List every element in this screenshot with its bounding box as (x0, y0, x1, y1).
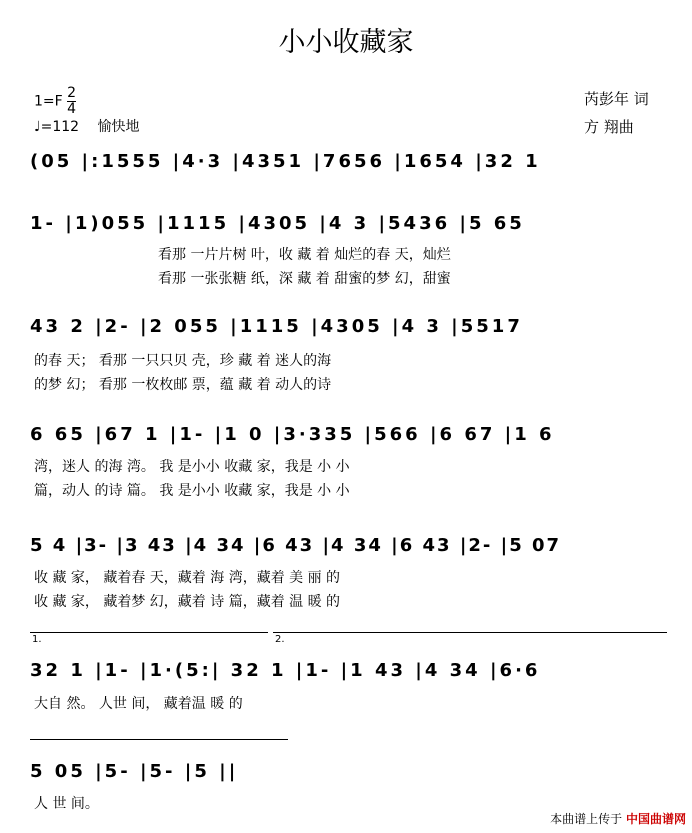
lyric-line-4a: 收 藏 家， 藏着春 天，藏着 海 湾，藏着 美 丽 的 (34, 570, 341, 586)
notation-row-7 (0, 761, 692, 791)
time-denominator: 4 (67, 101, 77, 117)
lyric-line-5: 大自 然。 人世 间， 藏着温 暖 的 (34, 696, 243, 712)
volta-2-label: 2. (275, 634, 285, 645)
notation-row-4 (0, 424, 692, 454)
composer-credit: 方 翔曲 (584, 118, 634, 136)
notation-text: 5 05 |5- |5- |5 || (30, 761, 239, 782)
volta-continuation (30, 739, 288, 740)
lyric-line-2b: 的梦 幻； 看那 一枚枚邮 票，蕴 藏 着 动人的诗 (34, 377, 332, 393)
notation-text: 1- |1)055 |1115 |4305 |4 3 |5436 |5 65 (30, 213, 525, 234)
lyric-line-2a: 的春 天； 看那 一只只贝 壳，珍 藏 着 迷人的海 (34, 353, 332, 369)
tempo-marking (34, 116, 140, 136)
volta-bracket-2 (273, 632, 667, 645)
notation-text: 32 1 |1- |1·(5:| 32 1 |1- |1 43 |4 34 |6·6 (30, 660, 541, 681)
notation-text: (05 |:1555 |4·3 |4351 |7656 |1654 |32 1 (30, 151, 541, 172)
time-numerator: 2 (67, 85, 77, 101)
lyric-line-3a: 湾，迷人 的海 湾。 我 是小小 收藏 家，我是 小 小 (34, 459, 350, 475)
song-title: 小小收藏家 (278, 27, 414, 58)
lyric-line-6: 人 世 间。 (34, 796, 99, 812)
quarter-note-icon: ♩ (34, 119, 41, 135)
notation-row-5 (0, 535, 692, 565)
watermark-site: 中国曲谱网 (625, 812, 686, 826)
notation-row-3 (0, 316, 692, 346)
lyric-line-4b: 收 藏 家， 藏着梦 幻，藏着 诗 篇，藏着 温 暖 的 (34, 594, 341, 610)
tempo-value: =112 (40, 119, 80, 135)
volta-bracket-1 (30, 632, 268, 645)
watermark (550, 810, 686, 827)
time-signature (67, 86, 76, 117)
notation-text: 6 65 |67 1 |1- |1 0 |3·335 |566 |6 67 |1 6 (30, 424, 555, 445)
key-signature (34, 86, 76, 117)
notation-row-1 (0, 151, 692, 181)
mood-marking: 愉快地 (97, 119, 140, 135)
notation-text: 43 2 |2- |2 055 |1115 |4305 |4 3 |5517 (30, 316, 523, 337)
key-label: 1=F (34, 93, 63, 110)
notation-row-6 (0, 660, 692, 690)
volta-1-label: 1. (32, 634, 42, 645)
lyric-line-1a: 看那 一片片树 叶，收 藏 着 灿烂的春 天，灿烂 (158, 247, 451, 263)
lyric-line-1b: 看那 一张张糖 纸，深 藏 着 甜蜜的梦 幻，甜蜜 (158, 271, 451, 287)
watermark-prefix: 本曲谱上传于 (550, 812, 623, 826)
notation-text: 5 4 |3- |3 43 |4 34 |6 43 |4 34 |6 43 |2- |5 07 (30, 535, 562, 556)
notation-row-2 (0, 213, 692, 243)
lyricist-credit: 芮彭年 词 (584, 90, 649, 108)
lyric-line-3b: 篇，动人 的诗 篇。 我 是小小 收藏 家，我是 小 小 (34, 483, 350, 499)
